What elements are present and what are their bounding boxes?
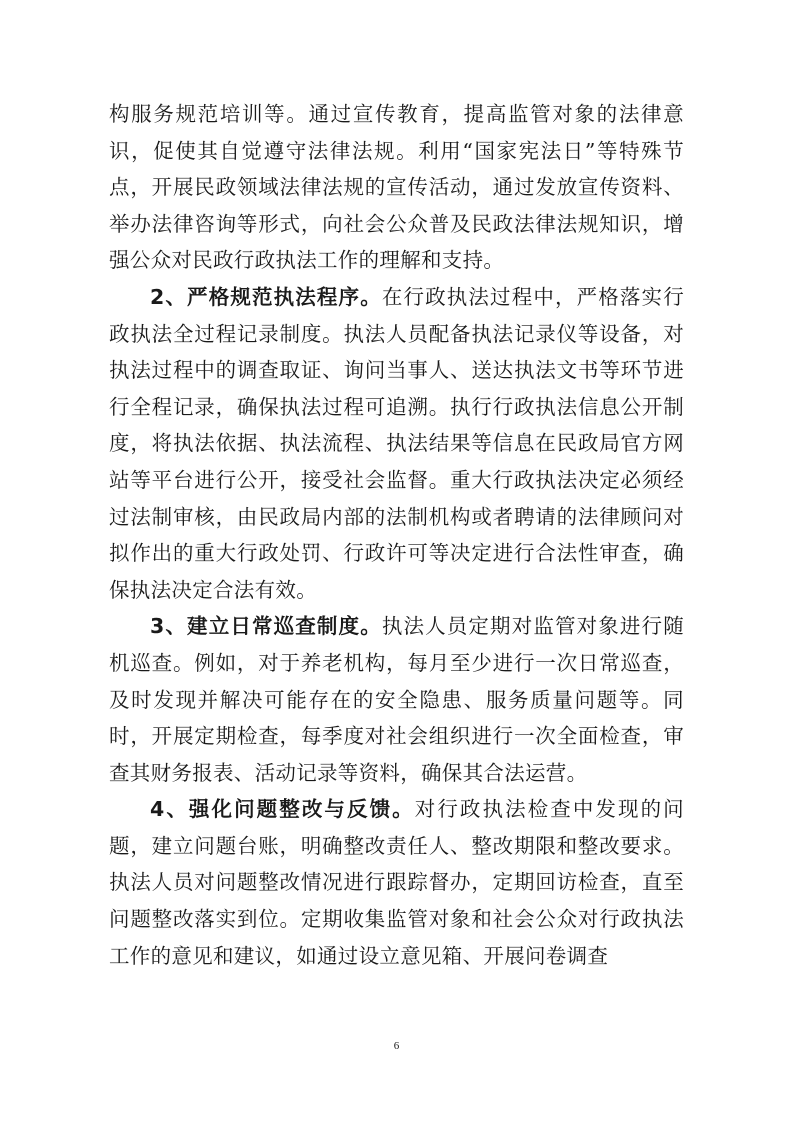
- paragraph-heading: 4、强化问题整改与反馈。: [150, 797, 415, 822]
- paragraph-inspection: [109, 608, 684, 791]
- paragraph-heading: 2、严格规范执法程序。: [150, 284, 382, 309]
- paragraph-heading: 3、建立日常巡查制度。: [150, 614, 382, 639]
- paragraph-rectification: [109, 791, 684, 974]
- paragraph-continuation: [109, 96, 684, 279]
- paragraph-procedure: [109, 279, 684, 608]
- paragraph-text: 在行政执法过程中，严格落实行政执法全过程记录制度。执法人员配备执法记录仪等设备，对执法过程中的调查取证、询问当事人、送达执法文书等环节进行全程记录，确保执法过程可追溯。执行行政执法信息公开制度，将执法依据、执法流程、执法结果等信息在民政局官方网站等平台进行公开，接受社会监督。重大行政执法决定必须经过法制审核，由民政局内部的法制机构或者聘请的法律顾问对拟作出的重大行政处罚、行政许可等决定进行合法性审查，确保执法决定合法有效。: [109, 284, 684, 602]
- page-number: 6: [393, 1040, 400, 1052]
- paragraph-text: 执法人员定期对监管对象进行随机巡查。例如，对于养老机构，每月至少进行一次日常巡查，及时发现并解决可能存在的安全隐患、服务质量问题等。同时，开展定期检查，每季度对社会组织进行一次全面检查，审查其财务报表、活动记录等资料，确保其合法运营。: [109, 614, 684, 785]
- paragraph-text: 构服务规范培训等。通过宣传教育，提高监管对象的法律意识，促使其自觉遵守法律法规。利用“国家宪法日”等特殊节点，开展民政领域法律法规的宣传活动，通过发放宣传资料、举办法律咨询等形式，向社会公众普及民政法律法规知识，增强公众对民政行政执法工作的理解和支持。: [109, 102, 684, 273]
- document-body: [109, 96, 684, 974]
- paragraph-text: 对行政执法检查中发现的问题，建立问题台账，明确整改责任人、整改期限和整改要求。执法人员对问题整改情况进行跟踪督办，定期回访检查，直至问题整改落实到位。定期收集监管对象和社会公众对行政执法工作的意见和建议，如通过设立意见箱、开展问卷调查: [109, 797, 684, 968]
